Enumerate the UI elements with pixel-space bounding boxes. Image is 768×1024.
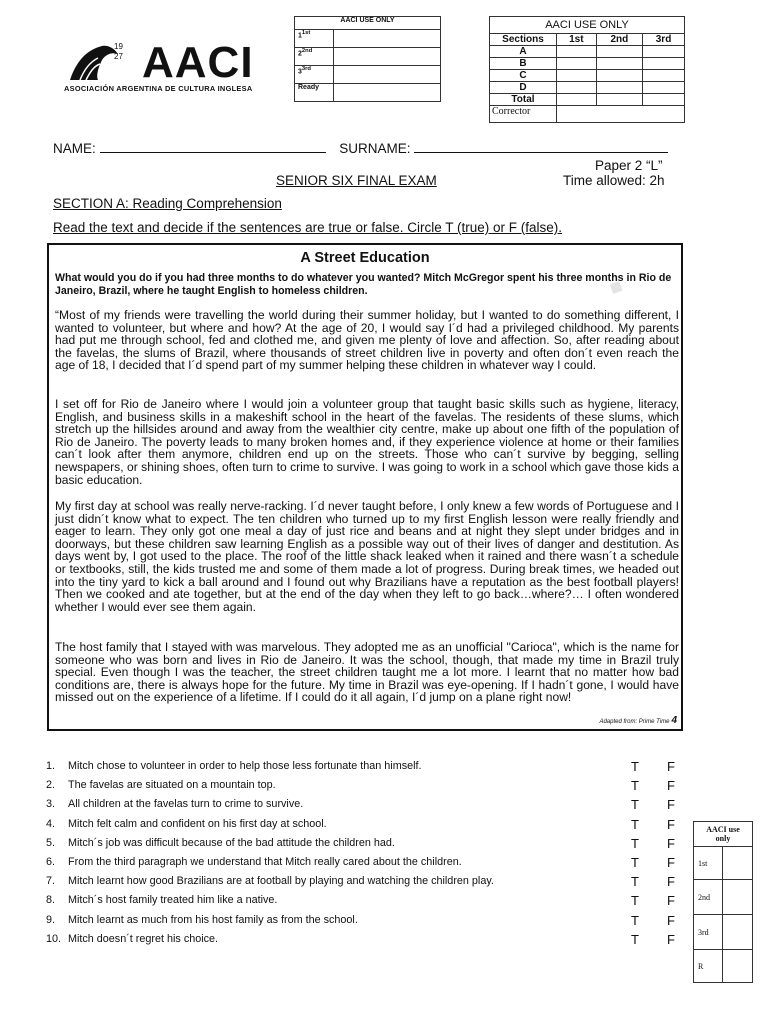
reading-text-box xyxy=(47,243,683,731)
corrector-cell[interactable] xyxy=(557,106,685,123)
false-option[interactable]: F xyxy=(667,778,675,794)
section-heading: SECTION A: Reading Comprehension xyxy=(53,196,282,211)
false-option[interactable]: F xyxy=(667,759,675,774)
question-item xyxy=(46,933,218,945)
false-option[interactable]: F xyxy=(667,816,675,832)
false-option[interactable]: F xyxy=(667,893,675,909)
row-label: Total xyxy=(490,94,557,106)
question-text: Mitch learnt as much from his host family as from the school. xyxy=(68,913,358,926)
true-option[interactable]: T xyxy=(631,855,639,870)
exam-title: SENIOR SIX FINAL EXAM xyxy=(276,173,437,188)
reading-paragraph-4: The host family that I stayed with was marvelous. They adopted me as an unofficial "Carioca", which is the name for someone who was born and lives in Rio de Janeiro. It was the school, though, that made my time in Brazil truly special. Even though I was the teacher, the street children taught me a lot more. I learnt that no matter how bad conditions are, there is always hope for the future. My time in Brazil was eye-opening. If I hadn´t gone, I would have missed out on the experience of a lifetime. If I could do it all again, I´d jump on a plane right now! xyxy=(55,640,679,705)
row-label: C xyxy=(490,70,557,82)
score-cell[interactable] xyxy=(557,70,597,82)
true-option[interactable]: T xyxy=(631,835,639,851)
col-header: Sections xyxy=(490,34,557,46)
use-box-cell[interactable] xyxy=(334,30,441,48)
false-option[interactable]: F xyxy=(667,797,675,813)
side-row-label: 2nd xyxy=(694,880,723,915)
true-option[interactable]: T xyxy=(631,778,639,794)
surname-label: SURNAME: xyxy=(339,141,411,156)
use-box-row-label: $1^{1st}$ xyxy=(295,30,334,48)
score-cell[interactable] xyxy=(557,94,597,106)
score-cell[interactable] xyxy=(596,58,642,70)
question-number: 8. xyxy=(46,894,56,907)
reading-paragraph-1: “Most of my friends were travelling the world during their summer holiday, but I wanted to do something different, I wanted to volunteer, but where and how? At the age of 20, I would say I´d had a privileged childhood. My parents had put me through school, fed and clothed me, and given me plenty of love and affection. So, after reading about the favelas, the slums of Brazil, where thousands of street children live in poverty and often don´t even reach the age of 18, I decided that I´d spend part of my summer helping these children in whatever way I could. xyxy=(55,308,679,373)
question-number: 4. xyxy=(46,817,56,830)
question-text: Mitch learnt how good Brazilians are at football by playing and watching the children play. xyxy=(68,875,494,888)
true-option[interactable]: T xyxy=(631,816,639,832)
score-cell[interactable] xyxy=(643,58,685,70)
score-cell[interactable] xyxy=(596,82,642,94)
use-box-cell[interactable] xyxy=(334,48,441,66)
question-text: Mitch doesn´t regret his choice. xyxy=(68,932,219,945)
question-text: Mitch´s host family treated him like a native. xyxy=(68,894,278,907)
logo-word: AACI xyxy=(142,38,254,87)
use-box-title: AACI USE ONLY xyxy=(295,17,441,30)
surname-field[interactable] xyxy=(414,141,668,153)
score-cell[interactable] xyxy=(596,70,642,82)
question-number: 5. xyxy=(46,836,56,849)
question-text: All children at the favelas turn to crime to survive. xyxy=(68,798,304,811)
question-text: From the third paragraph we understand that Mitch really cared about the children. xyxy=(68,856,462,868)
side-cell[interactable] xyxy=(723,950,753,983)
question-number: 6. xyxy=(46,856,56,868)
corrector-label: Corrector xyxy=(490,106,557,123)
aaci-logo xyxy=(64,38,268,94)
question-number: 7. xyxy=(46,875,56,888)
logo-subtitle: ASOCIACIÓN ARGENTINA DE CULTURA INGLESA xyxy=(64,84,253,93)
side-cell[interactable] xyxy=(723,880,753,915)
true-option[interactable]: T xyxy=(631,797,639,813)
side-row-label: 1st xyxy=(694,847,723,880)
watermark-mark: ▪ xyxy=(601,263,631,311)
score-cell[interactable] xyxy=(557,58,597,70)
question-item xyxy=(46,818,327,830)
false-option[interactable]: F xyxy=(667,835,675,851)
false-option[interactable]: F xyxy=(667,855,675,870)
use-box-cell[interactable] xyxy=(334,66,441,84)
question-item xyxy=(46,894,277,906)
score-cell[interactable] xyxy=(643,94,685,106)
question-item xyxy=(46,837,395,849)
false-option[interactable]: F xyxy=(667,874,675,890)
aaci-use-box-small xyxy=(294,16,441,102)
source-credit: Adapted from: Prime Time 4 xyxy=(599,715,677,726)
use-box-row-label: $3^{3rd}$ xyxy=(295,66,334,84)
use-box-cell[interactable] xyxy=(334,84,441,102)
question-number: 9. xyxy=(46,913,56,926)
question-item xyxy=(46,779,276,791)
reading-paragraph-3: My first day at school was really nerve-racking. I´d never taught before, I only knew a few words of Portuguese and I just didn´t know what to expect. The ten children who turned up to my first English lesson were really friendly and eager to learn. They only got one meal a day of just rice and beans and at night they slept under bridges and in doorways, but these children saw learning English as a possible way out of their lives of danger and destitution. As days went by, I got used to the place. The roof of the little shack leaked when it rained and there wasn´t a schedule or textbooks, still, the kids trusted me and some of them made a lot of progress. During break times, we headed out into the tiny yard to kick a ball around and I found out why Brazilians have a reputation as the best football players! Then we cooked and ate together, but at the end of the day when they left to go back…where?… I often wondered whether I would ever see them again. xyxy=(55,499,679,614)
true-option[interactable]: T xyxy=(631,931,639,947)
question-text: Mitch felt calm and confident on his first day at school. xyxy=(68,817,327,830)
question-item xyxy=(46,760,422,772)
question-text: Mitch´s job was difficult because of the bad attitude the children had. xyxy=(68,836,395,849)
score-cell[interactable] xyxy=(596,94,642,106)
question-item xyxy=(46,856,462,868)
question-text: The favelas are situated on a mountain top. xyxy=(68,779,276,792)
question-item xyxy=(46,875,494,887)
question-item xyxy=(46,798,303,810)
col-header: 1st xyxy=(557,34,597,46)
score-cell[interactable] xyxy=(643,82,685,94)
question-item xyxy=(46,914,358,926)
false-option[interactable]: F xyxy=(667,912,675,928)
side-box-title: AACI use only xyxy=(694,822,753,847)
logo-year-top: 19 xyxy=(114,42,123,51)
name-label: NAME: xyxy=(53,141,96,156)
score-cell[interactable] xyxy=(643,46,685,58)
row-label: B xyxy=(490,58,557,70)
instruction: Read the text and decide if the sentences are true or false. Circle T (true) or F (false). xyxy=(53,220,562,235)
side-row-label: 3rd xyxy=(694,915,723,950)
col-header: 2nd xyxy=(596,34,642,46)
use-box-row-label: $2^{2nd}$ xyxy=(295,48,334,66)
paper-label: Paper 2 “L” xyxy=(595,158,663,173)
score-cell[interactable] xyxy=(596,46,642,58)
true-option[interactable]: T xyxy=(631,912,639,928)
score-cell[interactable] xyxy=(557,46,597,58)
side-cell[interactable] xyxy=(723,847,753,880)
aaci-use-box-side xyxy=(693,821,753,983)
true-option[interactable]: T xyxy=(631,893,639,909)
row-label: A xyxy=(490,46,557,58)
use-box-row-label: Ready xyxy=(295,84,334,102)
score-cell[interactable] xyxy=(557,82,597,94)
false-option[interactable]: F xyxy=(667,931,675,947)
side-cell[interactable] xyxy=(723,915,753,950)
side-row-label: R xyxy=(694,950,723,983)
question-number: 3. xyxy=(46,798,56,811)
aaci-use-box-large xyxy=(489,16,685,123)
reading-intro: What would you do if you had three months to do whatever you wanted? Mitch McGregor spent his three months in Rio de Janeiro, Brazil, where he taught English to homeless children. xyxy=(55,272,672,297)
score-cell[interactable] xyxy=(643,70,685,82)
name-field[interactable] xyxy=(100,141,326,153)
question-number: 2. xyxy=(46,779,56,792)
col-header: 3rd xyxy=(643,34,685,46)
time-allowed: Time allowed: 2h xyxy=(563,173,665,188)
row-label: D xyxy=(490,82,557,94)
true-option[interactable]: T xyxy=(631,759,639,774)
reading-paragraph-2: I set off for Rio de Janeiro where I would join a volunteer group that taught basic skills such as hygiene, literacy, English, and business skills in a makeshift school in the heart of the favelas. The residents of these slums, which stretch up the hillsides around and away from the wealthier city centre, make up about one fifth of the population of Rio de Janeiro. The poverty leads to many broken homes and, if they experience violence at home or their families can´t look after them anymore, children end up on the streets. Those who can´t survive by begging, selling newspapers, or shining shoes, often turn to crime to survive. I was going to work in a school which gave those kids a basic education. xyxy=(55,397,679,487)
name-row xyxy=(53,141,668,156)
logo-year-bottom: 27 xyxy=(114,52,123,61)
question-text: Mitch chose to volunteer in order to help those less fortunate than himself. xyxy=(68,760,422,772)
reading-title: A Street Education xyxy=(300,250,430,266)
question-number: 10. xyxy=(46,932,62,945)
true-option[interactable]: T xyxy=(631,874,639,890)
use-box-title: AACI USE ONLY xyxy=(490,17,685,34)
question-number: 1. xyxy=(46,760,56,772)
